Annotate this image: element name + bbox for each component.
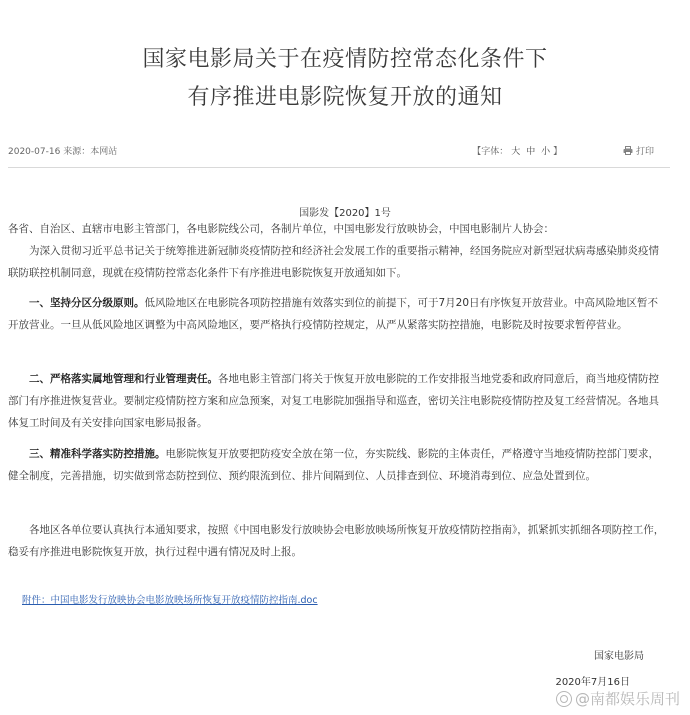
- section-3: [8, 443, 668, 487]
- section-2: [8, 368, 668, 434]
- source-value: 本网站: [90, 147, 118, 157]
- font-size-close: 】: [553, 147, 563, 157]
- section-1-heading: 一、坚持分区分级原则。: [29, 297, 145, 309]
- attachment-link[interactable]: 附件：中国电影发行放映协会电影放映场所恢复开放疫情防控指南.doc: [22, 595, 318, 606]
- signature-org: 国家电影局: [594, 651, 644, 662]
- section-3-heading: 三、精准科学落实防控措施。: [29, 448, 166, 460]
- section-3-body: 电影院恢复开放要把防疫安全放在第一位，夯实院线、影院的主体责任，严格遵守当地疫情防控部门要求，健全制度，完善措施，切实做到常态防控到位、预约限流到位、排片间隔到位、人员排查到位、环境消毒到位、应急处置到位。: [8, 448, 659, 482]
- meta-bar: [0, 140, 690, 160]
- section-2-body: 各地电影主管部门将关于恢复开放电影院的工作安排报当地党委和政府同意后，商当地疫情防控部门有序推进恢复营业。要制定疫情防控方案和应急预案，对复工电影院加强指导和巡查，密切关注电影院疫情防控及复工经营情况。各地具体复工时间及有关安排向国家电影局报备。: [8, 373, 659, 429]
- font-size-large-button[interactable]: 大: [511, 147, 521, 157]
- print-label: 打印: [635, 147, 654, 157]
- recipients: 各省、自治区、直辖市电影主管部门，各电影院线公司，各制片单位，中国电影发行放映协会，中国电影制片人协会：: [8, 223, 554, 235]
- publish-date: 2020-07-16: [8, 147, 61, 157]
- publish-info: [8, 144, 117, 157]
- closing-paragraph: 各地区各单位要认真执行本通知要求，按照《中国电影发行放映协会电影放映场所恢复开放疫情防控指南》，抓紧抓实抓细各项防控工作，稳妥有序推进电影院恢复开放，执行过程中遇有情况及时上报。: [8, 524, 665, 558]
- font-size-label: 【字体：: [472, 147, 509, 157]
- font-size-medium-button[interactable]: 中: [526, 147, 536, 157]
- document-number: 国影发【2020】1号: [299, 208, 391, 219]
- divider: [8, 167, 670, 168]
- page-title-line-1: 国家电影局关于在疫情防控常态化条件下: [142, 47, 548, 72]
- intro-paragraph: 为深入贯彻习近平总书记关于统筹推进新冠肺炎疫情防控和经济社会发展工作的重要指示精神，经国务院应对新型冠状病毒感染肺炎疫情联防联控机制同意，现就在疫情防控常态化条件下有序推进电影院恢复开放通知如下。: [8, 245, 659, 279]
- print-button[interactable]: [623, 147, 657, 157]
- section-1-body: 低风险地区在电影院各项防控措施有效落实到位的前提下，可于7月20日有序恢复开放营业。中高风险地区暂不开放营业。一旦从低风险地区调整为中高风险地区，要严格执行疫情防控规定，从严从紧落实防控措施，电影院及时按要求暂停营业。: [8, 297, 659, 331]
- weibo-icon: [556, 691, 572, 707]
- section-1: [8, 292, 668, 336]
- source-label: 来源：: [63, 147, 91, 157]
- font-size-small-button[interactable]: 小: [541, 147, 551, 157]
- page-title-line-2: 有序推进电影院恢复开放的通知: [187, 85, 503, 110]
- watermark: [556, 688, 680, 709]
- watermark-text: @南都娱乐周刊: [574, 690, 680, 708]
- printer-icon: [623, 146, 633, 155]
- section-2-heading: 二、严格落实属地管理和行业管理责任。: [29, 373, 218, 385]
- signature-date: 2020年7月16日: [555, 677, 630, 688]
- article-tools: [472, 144, 660, 157]
